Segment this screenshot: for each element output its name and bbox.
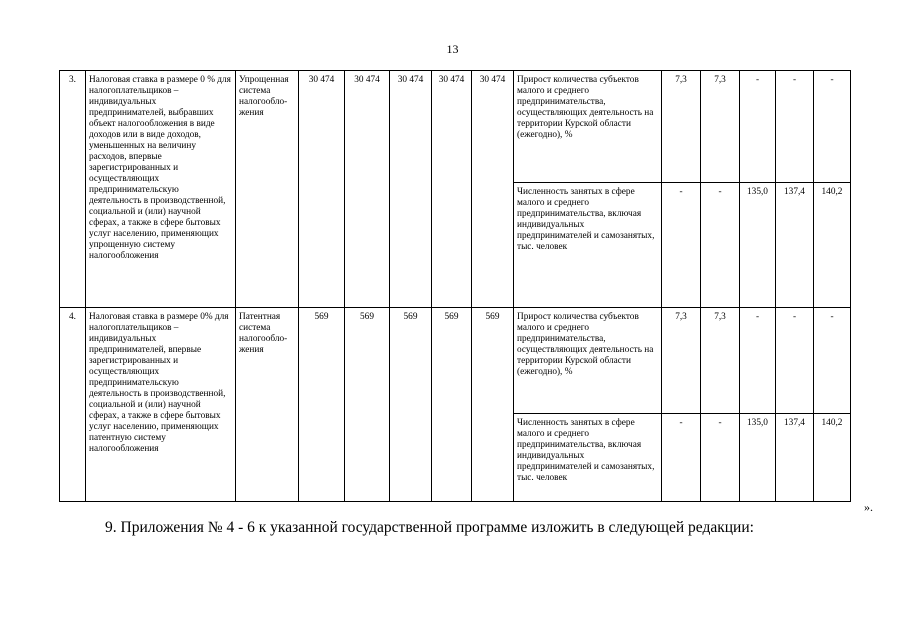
amount-cell: 569 bbox=[345, 308, 390, 502]
amount-cell: 569 bbox=[299, 308, 345, 502]
indicator-name: Численность занятых в сфере малого и среднего предпринимательства, включая индивидуальных предпринимателей и самозанятых, тыс. человек bbox=[514, 414, 662, 502]
tax-system: Патентная система налогообло-жения bbox=[236, 308, 299, 502]
amount-cell: 569 bbox=[390, 308, 432, 502]
indicator-value: 135,0 bbox=[740, 183, 776, 308]
indicator-value: - bbox=[662, 183, 701, 308]
closing-quote: ». bbox=[864, 500, 873, 514]
amount-cell: 30 474 bbox=[390, 71, 432, 308]
amount-cell: 569 bbox=[472, 308, 514, 502]
indicator-value: - bbox=[814, 308, 851, 414]
amount-cell: 30 474 bbox=[432, 71, 472, 308]
indicator-value: - bbox=[740, 308, 776, 414]
indicator-value: 7,3 bbox=[662, 71, 701, 183]
indicator-value: 135,0 bbox=[740, 414, 776, 502]
amount-cell: 30 474 bbox=[472, 71, 514, 308]
table-row bbox=[60, 308, 851, 414]
indicator-value: 140,2 bbox=[814, 414, 851, 502]
tax-benefits-table bbox=[59, 70, 851, 502]
indicator-name: Прирост количества субъектов малого и среднего предпринимательства, осуществляющих деятельность на территории Курской области (ежегодно), % bbox=[514, 308, 662, 414]
table-row bbox=[60, 71, 851, 183]
indicator-value: 140,2 bbox=[814, 183, 851, 308]
indicator-value: 137,4 bbox=[776, 414, 814, 502]
amount-cell: 30 474 bbox=[299, 71, 345, 308]
indicator-value: - bbox=[814, 71, 851, 183]
body-paragraph: 9. Приложения № 4 - 6 к указанной государственной программе изложить в следующей редакции: bbox=[105, 519, 754, 536]
indicator-name: Численность занятых в сфере малого и среднего предпринимательства, включая индивидуальных предпринимателей и самозанятых, тыс. человек bbox=[514, 183, 662, 308]
indicator-value: - bbox=[776, 308, 814, 414]
indicator-name: Прирост количества субъектов малого и среднего предпринимательства, осуществляющих деятельность на территории Курской области (ежегодно), % bbox=[514, 71, 662, 183]
indicator-value: - bbox=[740, 71, 776, 183]
indicator-value: 137,4 bbox=[776, 183, 814, 308]
indicator-value: 7,3 bbox=[701, 308, 740, 414]
indicator-value: 7,3 bbox=[701, 71, 740, 183]
indicator-value: - bbox=[662, 414, 701, 502]
page-number: 13 bbox=[446, 42, 459, 56]
benefit-description: Налоговая ставка в размере 0% для налогоплательщиков – индивидуальных предпринимателей, впервые зарегистрированных и осуществляющих предпринимательскую деятельность в производственной, социальной и (или) научной сферах, а также в сфере бытовых услуг населению, применяющих патентную систему налогообложения bbox=[86, 308, 236, 502]
indicator-value: - bbox=[701, 414, 740, 502]
amount-cell: 30 474 bbox=[345, 71, 390, 308]
row-number: 3. bbox=[60, 71, 86, 308]
tax-system: Упрощенная система налогообло-жения bbox=[236, 71, 299, 308]
indicator-value: 7,3 bbox=[662, 308, 701, 414]
indicator-value: - bbox=[701, 183, 740, 308]
benefit-description: Налоговая ставка в размере 0 % для налогоплательщиков – индивидуальных предпринимателей, выбравших объект налогообложения в виде доходов или в виде доходов, уменьшенных на величину расходов, впервые зарегистрированных и осуществляющих предпринимательскую деятельность в производственной, социальной и (или) научной сферах, а также в сфере бытовых услуг населению, применяющих упрощенную систему налогообложения bbox=[86, 71, 236, 308]
indicator-value: - bbox=[776, 71, 814, 183]
amount-cell: 569 bbox=[432, 308, 472, 502]
row-number: 4. bbox=[60, 308, 86, 502]
